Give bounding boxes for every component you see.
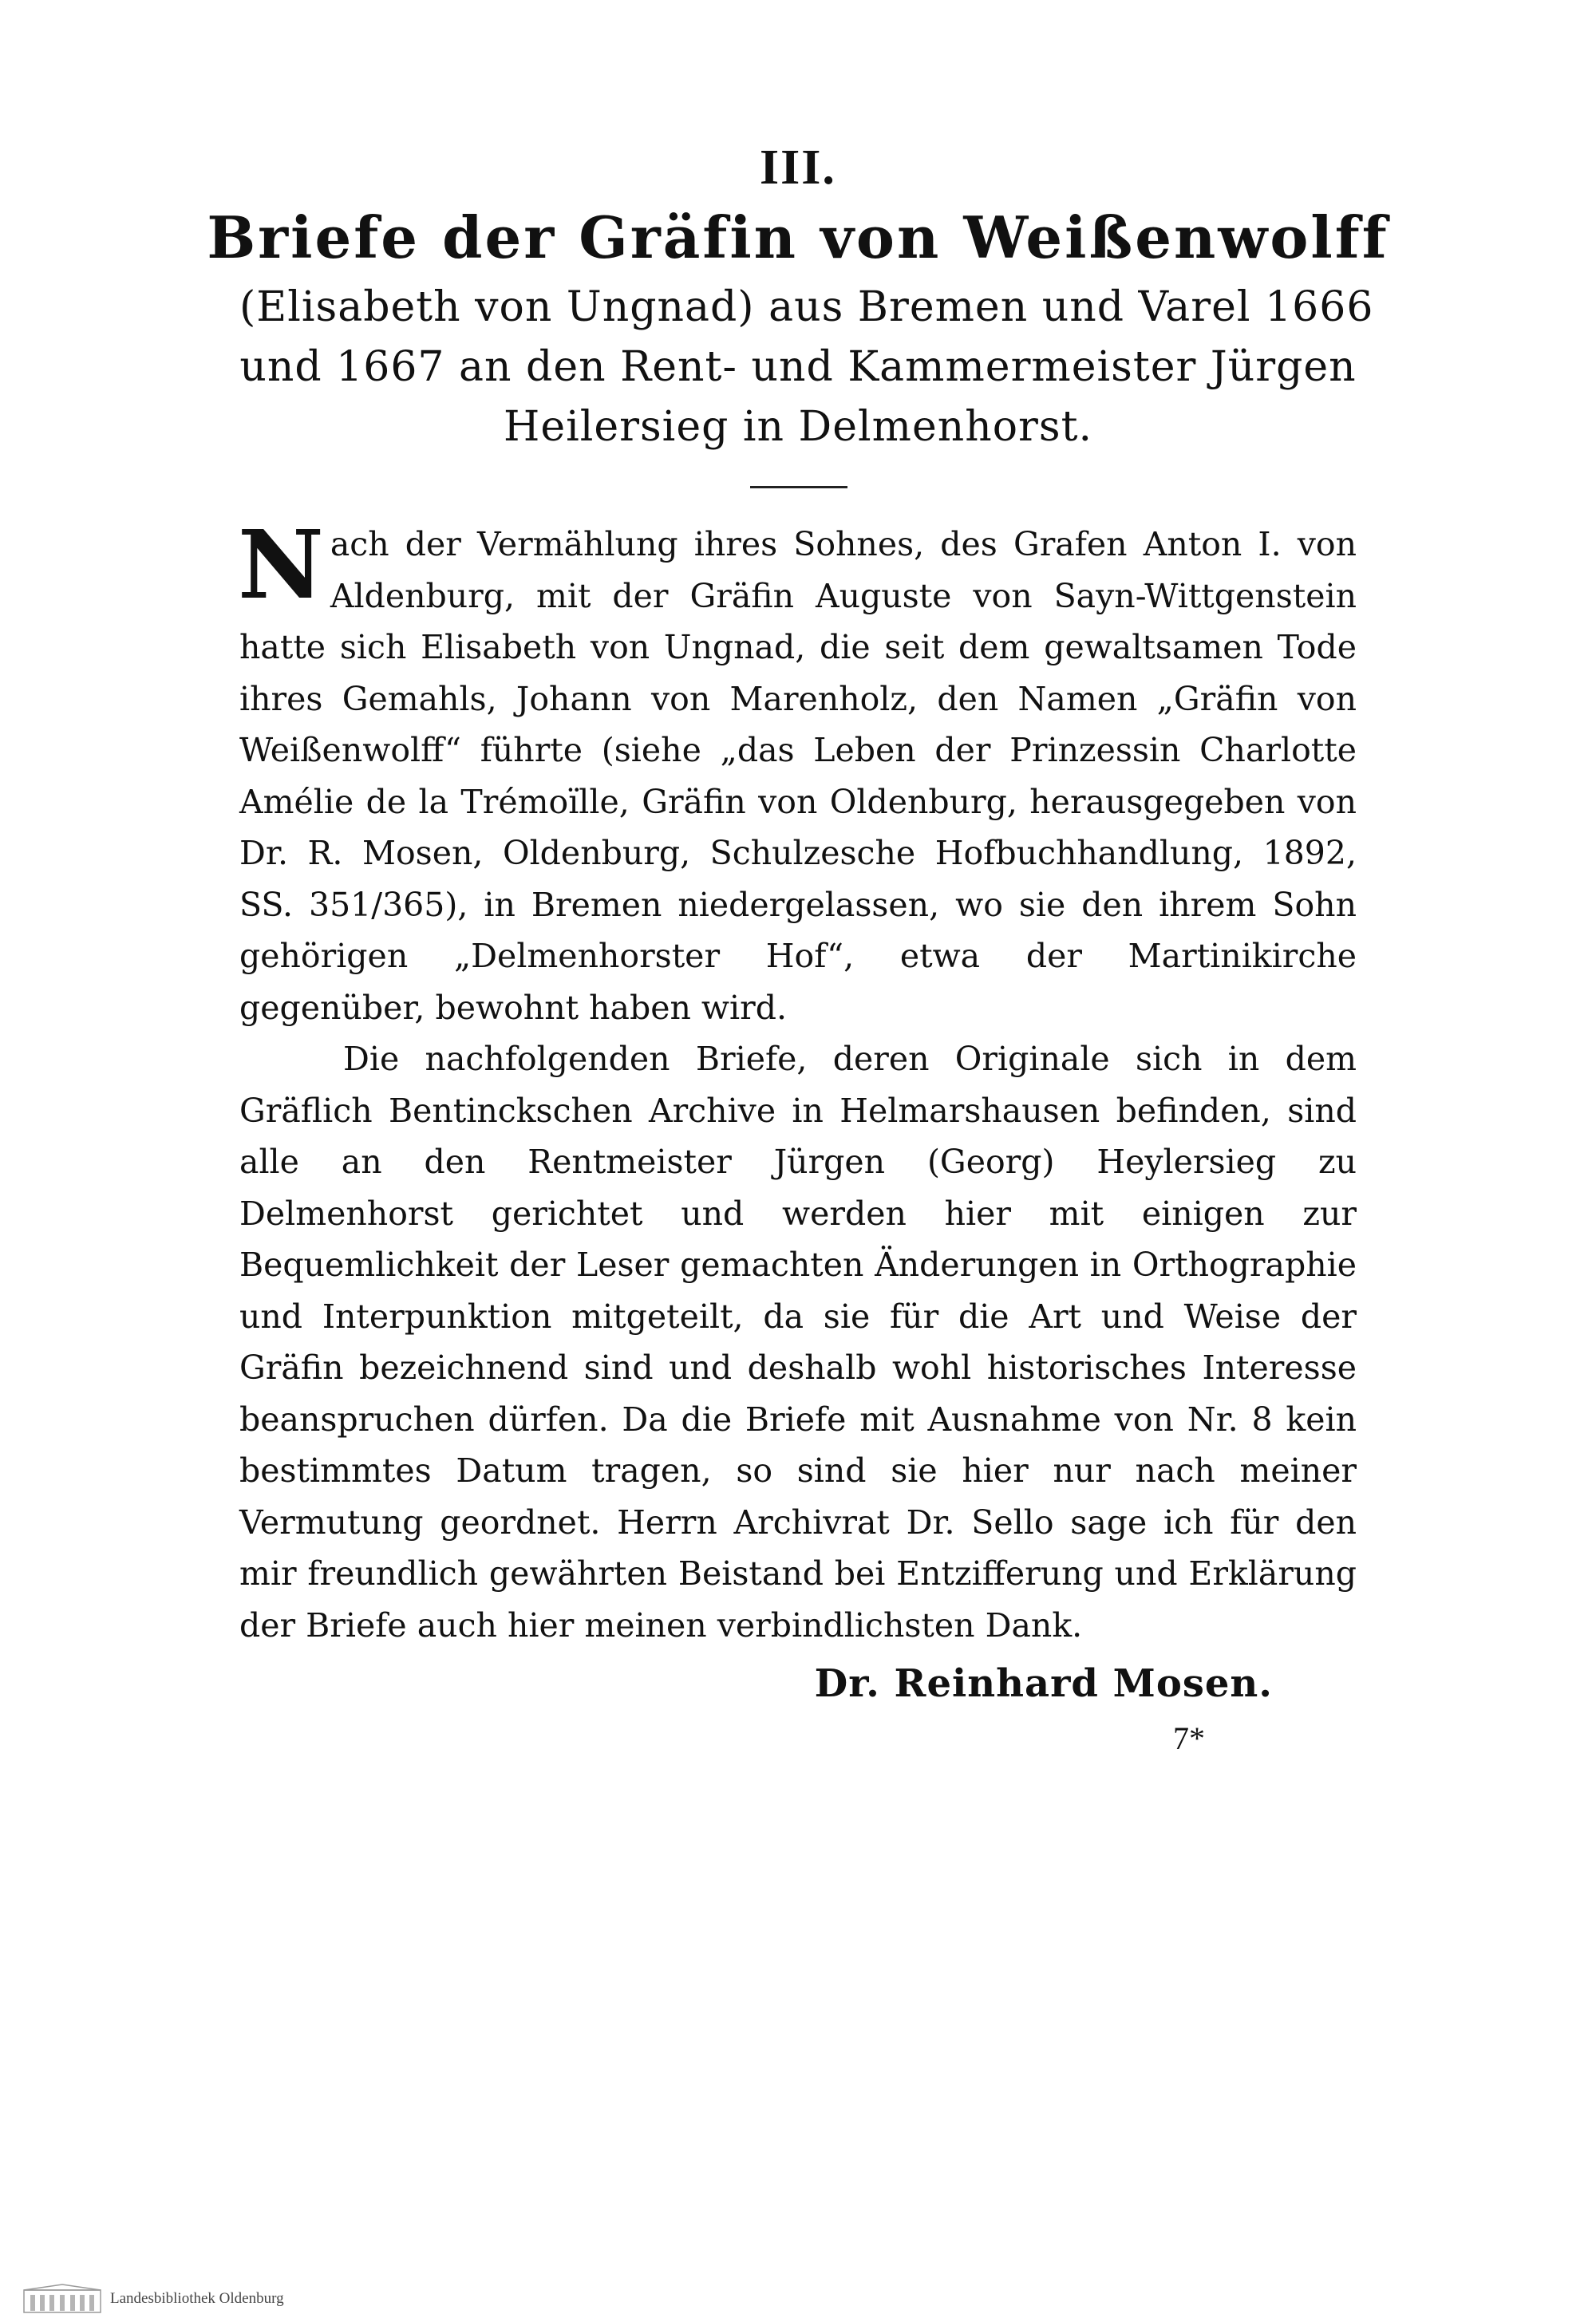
signature-mark: 7* (1173, 1720, 1205, 1756)
paragraph-1-text: ach der Vermählung ihres Sohnes, des Grafen Anton I. von Aldenburg, mit der Gräfin Auguste von Sayn-Wittgenstein hatte sich Elisabeth von Ungnad, die seit dem gewaltsamen Tode ihres Gemahls, Johann von Marenholz, den Namen „Gräfin von Weißenwolff“ führte (siehe „das Leben der Prinzessin Charlotte Amélie de la Trémoïlle, Gräfin von Oldenburg, herausgegeben von Dr. R. Mosen, Oldenburg, Schulzesche Hofbuchhandlung, 1892, SS. 351/365), in Bremen niedergelassen, wo sie den ihrem Sohn gehörigen „Delmenhorster Hof“, etwa der Martinikirche gegenüber, bewohnt haben wird. (239, 525, 1357, 1027)
library-footer (0, 2282, 1596, 2318)
document-title: Briefe der Gräfin von Weißenwolff (207, 203, 1389, 271)
section-number: III. (760, 140, 836, 195)
library-building-icon (22, 2284, 102, 2314)
drop-cap: N (238, 509, 324, 620)
subtitle-line-3: Heilersieg in Delmenhorst. (503, 403, 1092, 451)
body-text (238, 509, 1357, 1651)
author-signature: Dr. Reinhard Mosen. (814, 1661, 1273, 1706)
paragraph-2: Die nachfolgenden Briefe, deren Originale sich in dem Gräflich Bentinckschen Archive in Helmarshausen befinden, sind alle an den Rentmeister Jürgen (Georg) Heylersieg zu Delmenhorst gerichtet und werden hier mit einigen zur Bequemlichkeit der Leser gemachten Änderungen in Orthographie und Interpunktion mitgeteilt, da sie für die Art und Weise der Gräfin bezeichnend sind und deshalb wohl historisches Interesse beanspruchen dürfen. Da die Briefe mit Ausnahme von Nr. 8 kein bestimmtes Datum tragen, so sind sie hier nur nach meiner Vermutung geordnet. Herrn Archivrat Dr. Sello sage ich für den mir freundlich gewährten Beistand bei Entzifferung und Erklärung der Briefe auch hier meinen verbindlichsten Dank. (239, 1040, 1357, 1645)
title-divider (750, 486, 847, 488)
library-name: Landesbibliothek Oldenburg (110, 2290, 284, 2307)
paragraph-1 (238, 509, 1357, 1033)
subtitle-line-2: und 1667 an den Rent- und Kammermeister Jürgen (239, 343, 1357, 391)
subtitle-line-1: (Elisabeth von Ungnad) aus Bremen und Varel 1666 (239, 283, 1374, 331)
